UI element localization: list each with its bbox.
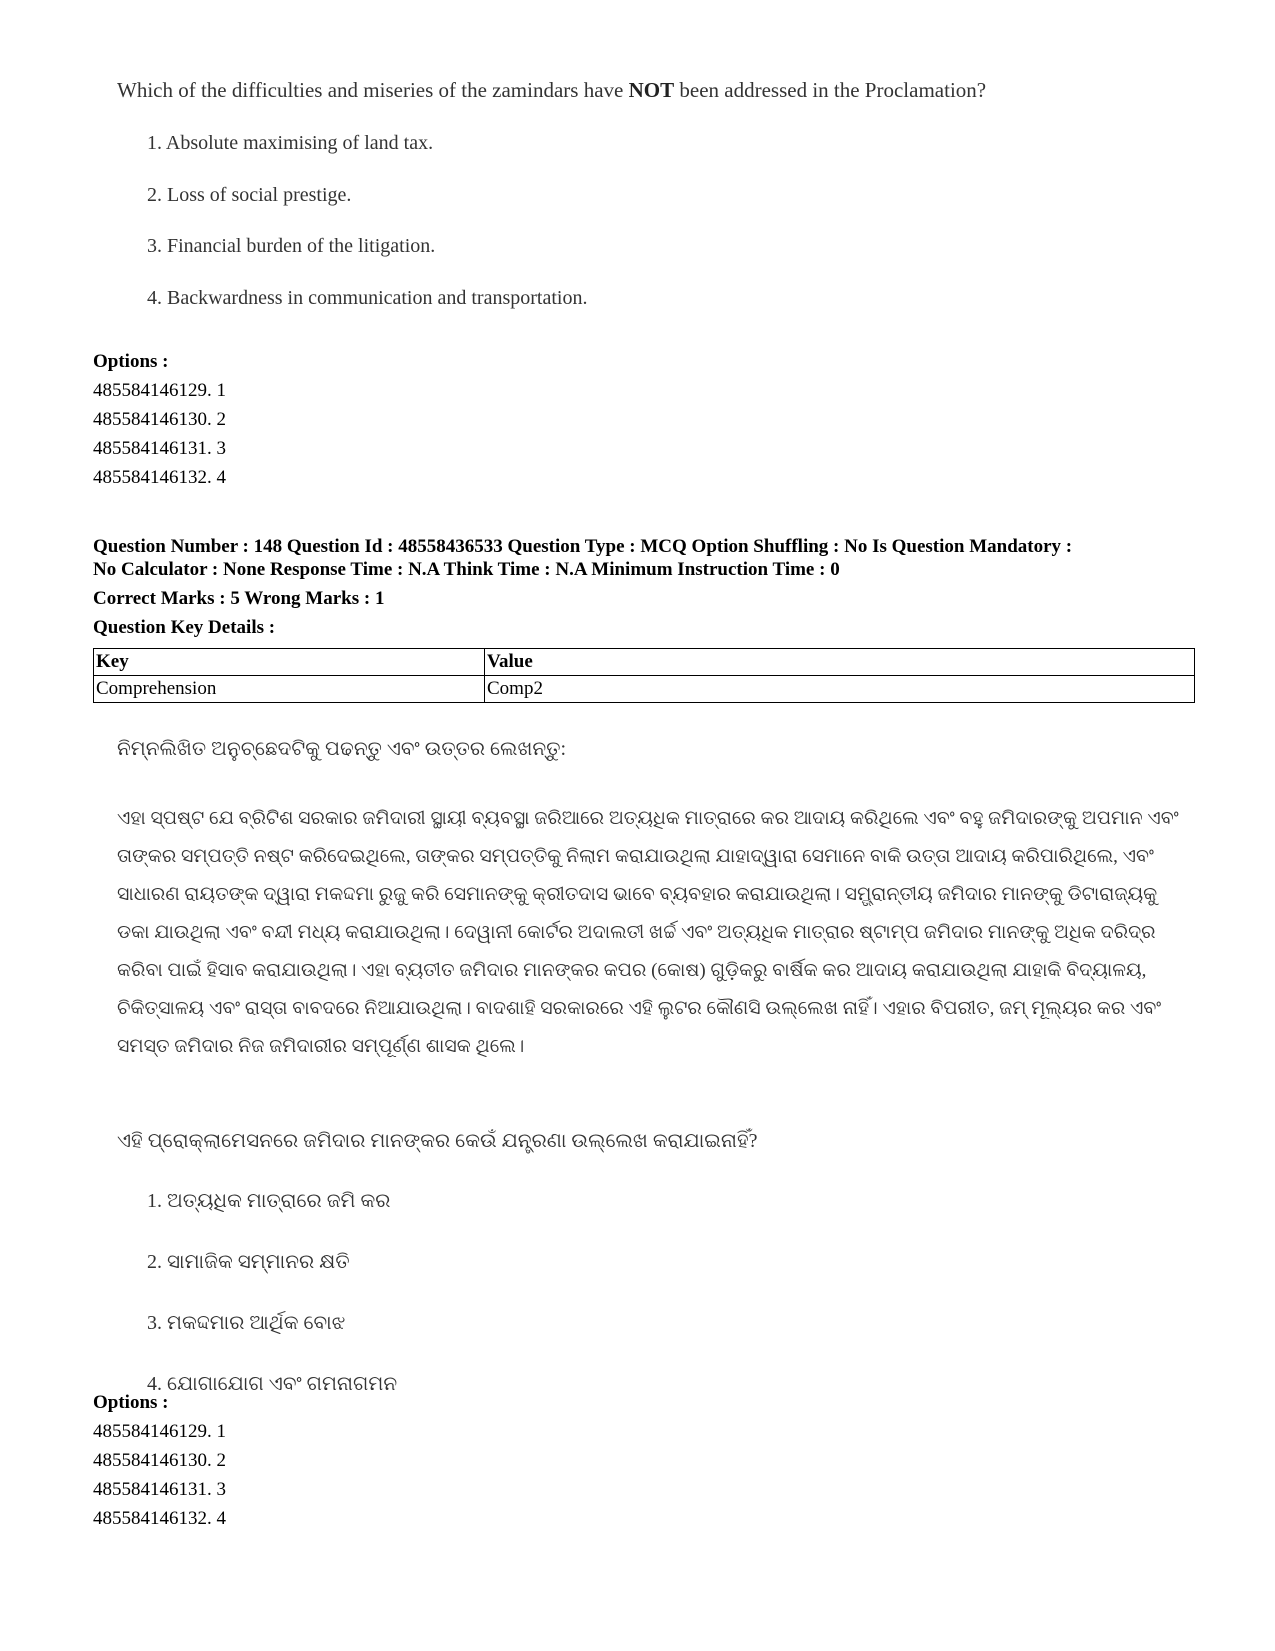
option-item[interactable]: 485584146132. 4 [93,1508,226,1529]
comprehension-passage [117,738,1179,1057]
passage-title: ନିମ୍ନଲିଖିତ ଅନୁଚ୍ଛେଦଟିକୁ ପଢନ୍ତୁ ଏବଂ ଉତ୍ତର ଲେଖନ୍ତୁ: [117,738,567,760]
options-list-1 [93,347,226,492]
option-item[interactable]: 485584146129. 1 [93,1421,226,1442]
question-stem [117,78,1117,103]
question-meta [93,535,1193,581]
table-header-value: Value [485,649,1195,676]
options-title: Options : [93,351,169,372]
table-header-key: Key [94,649,485,676]
stem-text-end: been addressed in the Proclamation? [674,78,987,102]
key-details-table [93,648,1195,703]
question-item-odia-2: 2. ସାମାଜିକ ସମ୍ମାନର କ୍ଷତି [147,1251,350,1273]
option-item[interactable]: 485584146131. 3 [93,438,226,459]
odia-question [117,1130,1117,1395]
marks-line: Correct Marks : 5 Wrong Marks : 1 [93,588,385,609]
meta-line-1: Question Number : 148 Question Id : 48558436533 Question Type : MCQ Option Shuffling : No Is Question Mandatory : [93,536,1073,557]
table-cell-value: Comp2 [485,676,1195,703]
table-cell-key: Comprehension [94,676,485,703]
question-item-4: 4. Backwardness in communication and transportation. [147,287,588,309]
question-item-odia-3: 3. ମକଦ୍ଦମାର ଆର୍ଥିକ ବୋଝ [147,1312,346,1334]
meta-line-2: No Calculator : None Response Time : N.A Think Time : N.A Minimum Instruction Time : 0 [93,559,840,580]
option-item[interactable]: 485584146130. 2 [93,409,226,430]
question-item-3: 3. Financial burden of the litigation. [147,235,436,257]
question-item-odia-4: 4. ଯୋଗାଯୋଗ ଏବଂ ଗମନାଗମନ [147,1373,398,1395]
option-item[interactable]: 485584146129. 1 [93,380,226,401]
question-item-2: 2. Loss of social prestige. [147,184,352,206]
question-stem-odia: ଏହି ପ୍ରୋକ୍ଲାମେସନରେ ଜମିଦାର ମାନଙ୍କର କେଉଁ ଯନ୍ତ୍ରଣା ଉଲ୍ଲେଖ କରାଯାଇନାହିଁ? [117,1130,758,1152]
question-item-1: 1. Absolute maximising of land tax. [147,132,434,154]
stem-emphasis: NOT [628,78,675,102]
table-row [94,676,1195,703]
table-header-row [94,649,1195,676]
option-item[interactable]: 485584146131. 3 [93,1479,226,1500]
options-title: Options : [93,1392,169,1413]
question-item-odia-1: 1. ଅତ୍ୟଧିକ ମାତ୍ରାରେ ଜମି କର [147,1190,391,1212]
option-item[interactable]: 485584146130. 2 [93,1450,226,1471]
key-details-title: Question Key Details : [93,617,276,638]
option-item[interactable]: 485584146132. 4 [93,467,226,488]
options-list-2 [93,1388,226,1533]
stem-text: Which of the difficulties and miseries of the zamindars have [117,78,629,102]
english-question [117,78,1117,309]
passage-body: ଏହା ସ୍ପଷ୍ଟ ଯେ ବ୍ରିଟିଶ ସରକାର ଜମିଦାରୀ ସ୍ଥାୟୀ ବ୍ୟବସ୍ଥା ଜରିଆରେ ଅତ୍ୟଧିକ ମାତ୍ରାରେ କର ଆଦାୟ କରିଥିଲେ ଏବଂ ବହୁ ଜମିଦାରଙ୍କୁ ଅପମାନ ଏବଂ ତାଙ୍କର ସମ୍ପତ୍ତି ନଷ୍ଟ କରିଦେଇଥିଲେ, ତାଙ୍କର ସମ୍ପତ୍ତିକୁ ନିଲାମ କରାଯାଉଥିଲା ଯାହାଦ୍ୱାରା ସେମାନେ ବାକି ଉତ୍ତା ଆଦାୟ କରିପାରିଥିଲେ, ଏବଂ ସାଧାରଣ ରାୟତଙ୍କ ଦ୍ୱାରା ମକଦ୍ଦମା ରୁଜୁ କରି ସେମାନଙ୍କୁ କ୍ରୀତଦାସ ଭାବେ ବ୍ୟବହାର କରାଯାଉଥିଲା। ସମ୍ଭ୍ରାନ୍ତୀୟ ଜମିଦାର ମାନଙ୍କୁ ଡିଟାରାଜ୍ୟକୁ ଡକା ଯାଉଥିଲା ଏବଂ ବନ୍ଦୀ ମଧ୍ୟ କରାଯାଉଥିଲା। ଦେୱାନୀ କୋର୍ଟର ଅଦାଲତୀ ଖର୍ଚ୍ଚ ଏବଂ ଅତ୍ୟଧିକ ମାତ୍ରାର ଷ୍ଟାମ୍ପ ଜମିଦାର ମାନଙ୍କୁ ଅଧିକ ଦରିଦ୍ର କରିବା ପାଇଁ ହିସାବ କରାଯାଉଥିଲା। ଏହା ବ୍ୟତୀତ ଜମିଦାର ମାନଙ୍କର କପର (କୋଷ) ଗୁଡ଼ିକରୁ ବାର୍ଷିକ କର ଆଦାୟ କରାଯାଉଥିଲା ଯାହାକି ବିଦ୍ୟାଳୟ, ଚିକିତ୍ସାଳୟ ଏବଂ ରାସ୍ତା ବାବଦରେ ନିଆଯାଉଥିଲା। ବାଦଶାହି ସରକାରରେ ଏହି ଲୁଟର କୌଣସି ଉଲ୍ଲେଖ ନାହିଁ। ଏହାର ବିପରୀତ, ଜମ୍ ମୂଲ୍ୟର କର ଏବଂ ସମସ୍ତ ଜମିଦାର ନିଜ ଜମିଦାରୀର ସମ୍ପୂର୍ଣ୍ଣ ଶାସକ ଥିଲେ। [117,808,1179,1057]
